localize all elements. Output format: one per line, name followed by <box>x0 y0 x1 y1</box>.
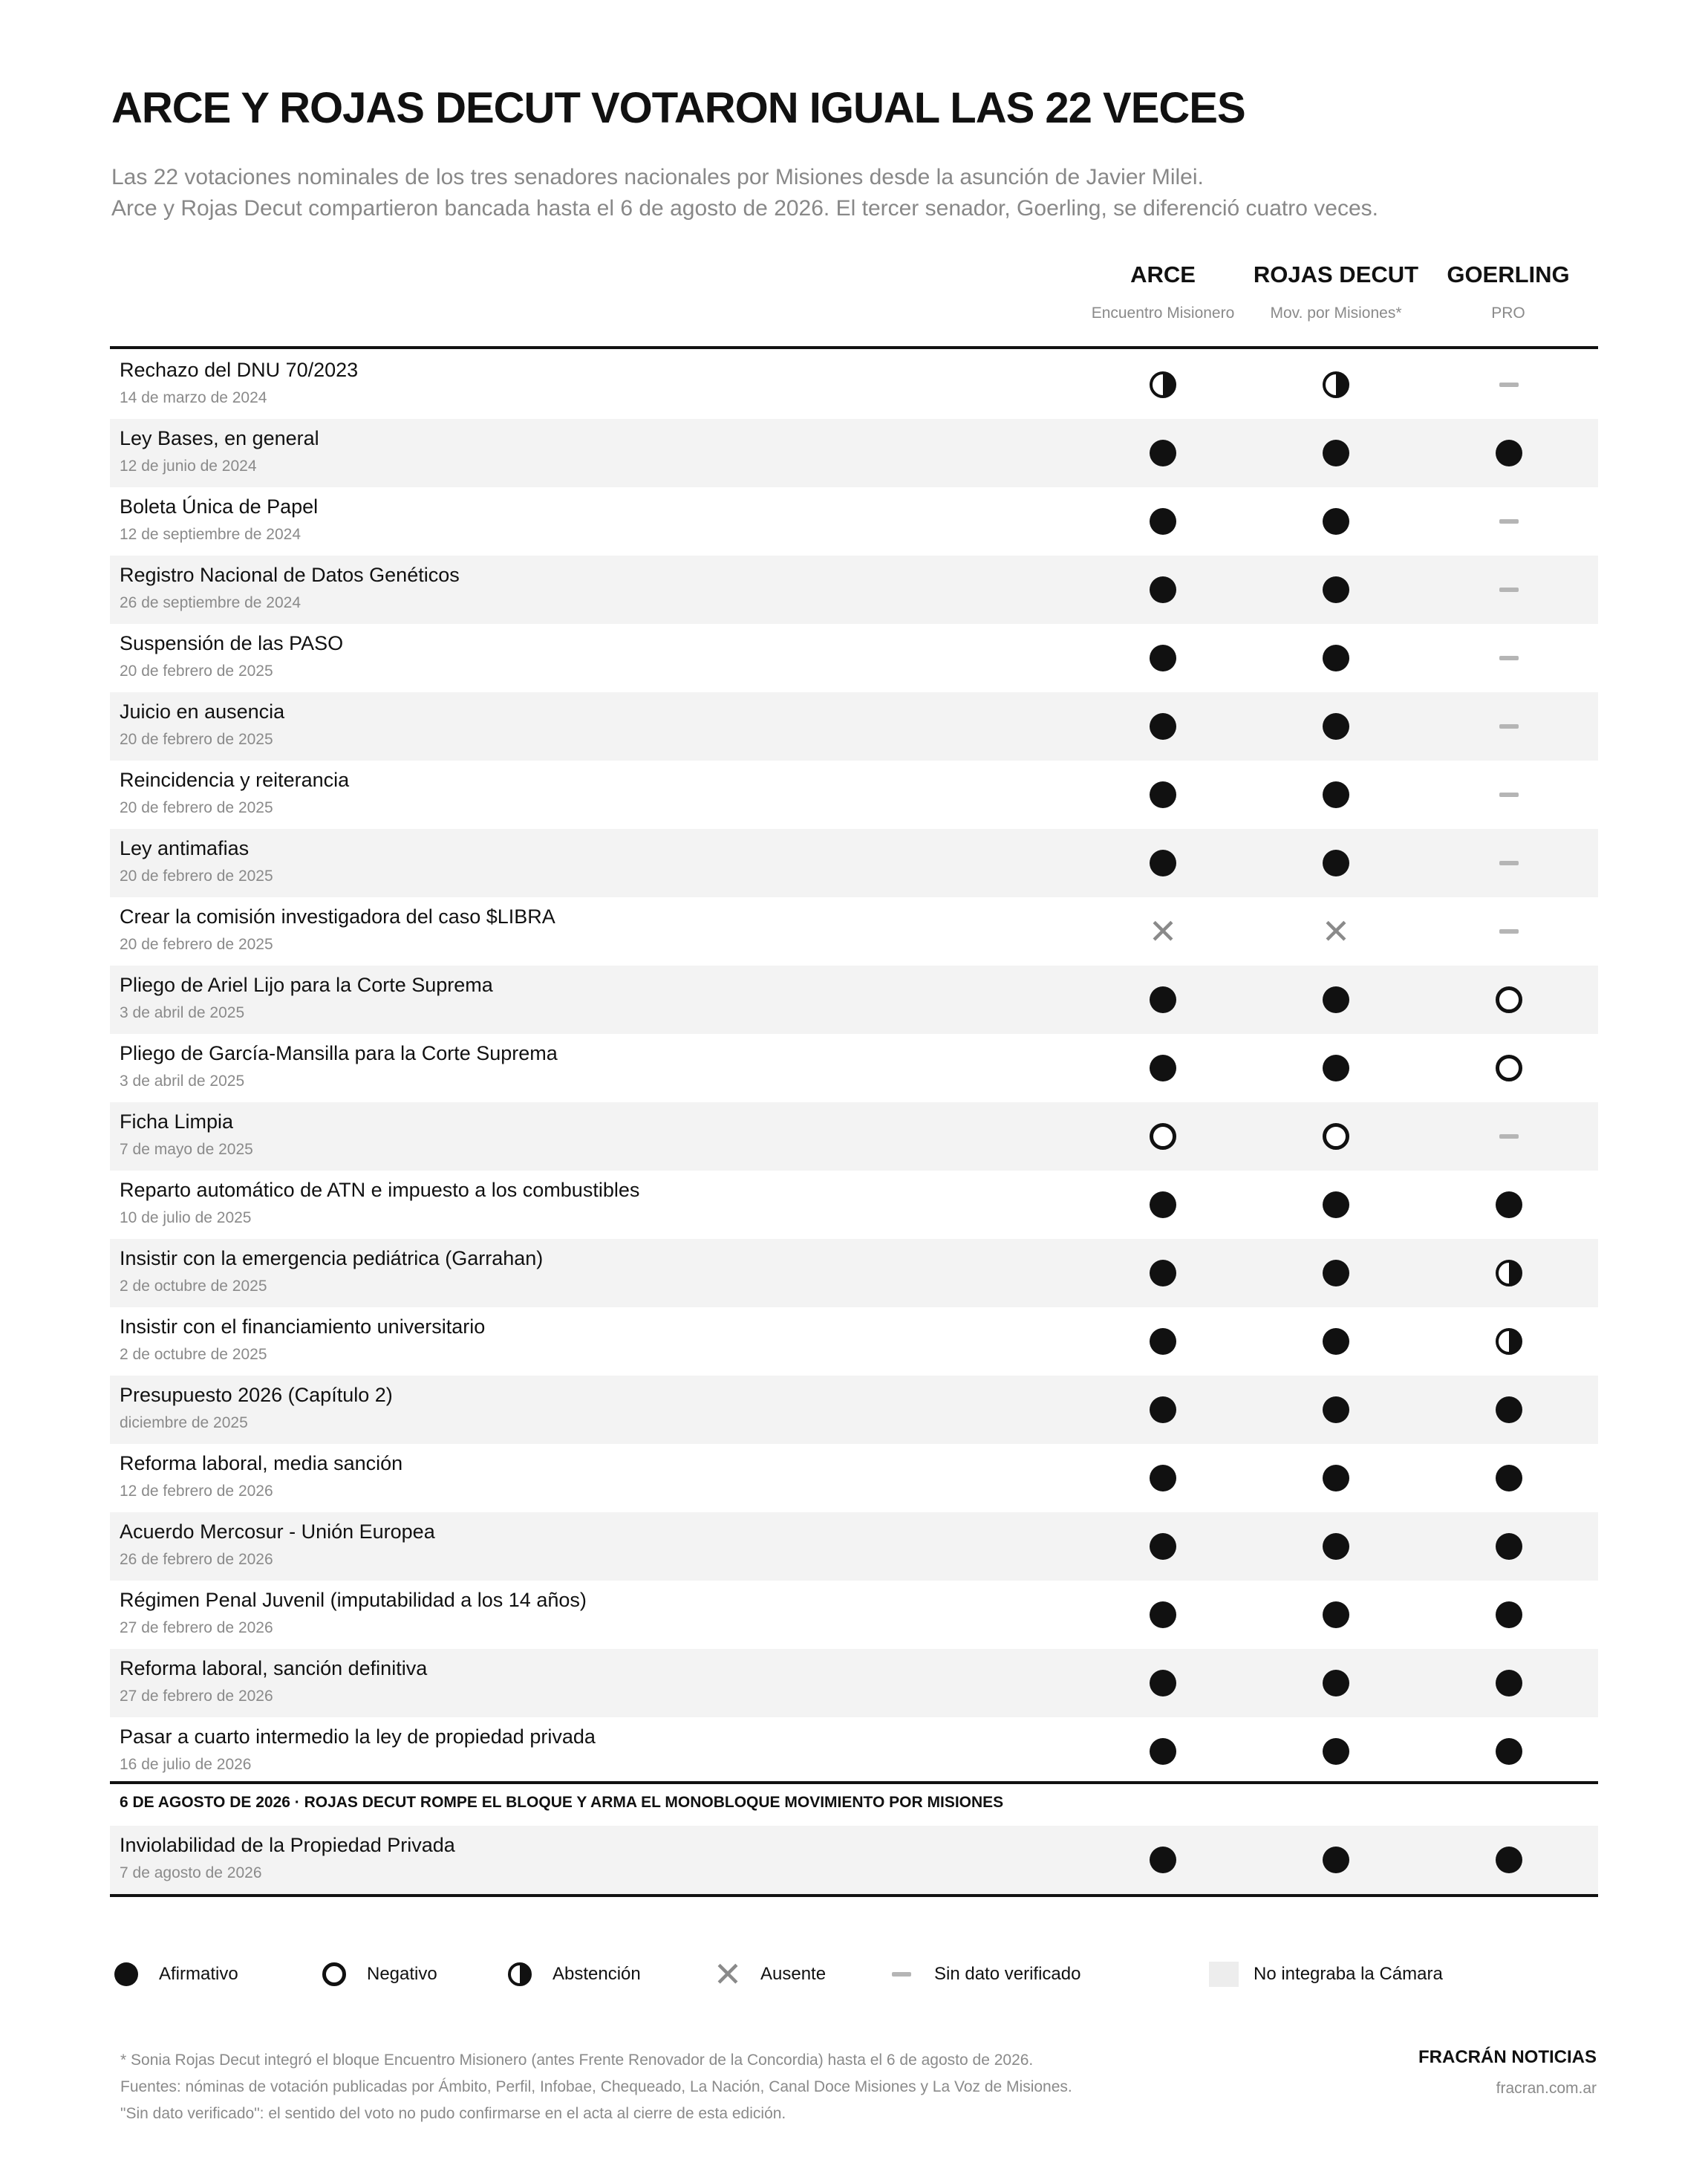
afirmativo-icon <box>1323 1847 1349 1873</box>
legend-item-sin-dato <box>888 1958 1080 1991</box>
vote-name: Inviolabilidad de la Propiedad Privada <box>120 1834 455 1856</box>
vote-name: Pasar a cuarto intermedio la ley de propiedad privada <box>120 1725 596 1748</box>
vote-date: 20 de febrero de 2025 <box>120 868 273 885</box>
afirmativo-icon <box>1323 1328 1349 1355</box>
table-row <box>110 897 1598 966</box>
table-row <box>110 1239 1598 1307</box>
column-header-rojas-decut <box>1247 261 1425 322</box>
afirmativo-icon <box>1323 440 1349 466</box>
afirmativo-icon <box>1496 1601 1522 1628</box>
vote-name: Reparto automático de ATN e impuesto a los combustibles <box>120 1179 640 1201</box>
vote-date: 12 de septiembre de 2024 <box>120 526 301 543</box>
footer-notes <box>120 2047 1072 2127</box>
vote-name: Boleta Única de Papel <box>120 495 319 518</box>
vote-date: 20 de febrero de 2025 <box>120 731 273 748</box>
afirmativo-icon <box>1150 508 1176 535</box>
afirmativo-icon <box>1150 440 1176 466</box>
column-header-goerling <box>1419 261 1597 322</box>
vote-name: Régimen Penal Juvenil (imputabilidad a los 14 años) <box>120 1589 587 1611</box>
dash-icon <box>1496 371 1522 398</box>
table-row <box>110 1102 1598 1171</box>
afirmativo-icon <box>1150 986 1176 1013</box>
vote-name: Presupuesto 2026 (Capítulo 2) <box>120 1384 393 1406</box>
table-row <box>110 1171 1598 1239</box>
column-header-arce <box>1074 261 1252 322</box>
table-row <box>110 829 1598 897</box>
vote-date: 27 de febrero de 2026 <box>120 1688 273 1705</box>
table-row <box>110 966 1598 1034</box>
vote-date: 2 de octubre de 2025 <box>120 1346 267 1363</box>
table-row <box>110 692 1598 761</box>
dash-icon <box>1496 918 1522 945</box>
legend-label: Ausente <box>760 1964 827 1984</box>
negativo-icon <box>1496 986 1522 1013</box>
afirmativo-icon <box>1496 1738 1522 1765</box>
vote-name: Juicio en ausencia <box>120 700 285 723</box>
vote-name: Ley Bases, en general <box>120 427 319 449</box>
vote-date: 26 de febrero de 2026 <box>120 1551 273 1568</box>
vote-date: 20 de febrero de 2025 <box>120 799 273 816</box>
afirmativo-icon <box>1496 1465 1522 1491</box>
vote-name: Rechazo del DNU 70/2023 <box>120 359 359 381</box>
vote-date: 3 de abril de 2025 <box>120 1004 245 1021</box>
vote-date: 7 de mayo de 2025 <box>120 1141 253 1158</box>
table-row <box>110 761 1598 829</box>
page-subtitle <box>111 162 1378 224</box>
dash-icon <box>888 1961 915 1988</box>
table-row <box>110 1444 1598 1512</box>
negativo-icon <box>1323 1123 1349 1150</box>
afirmativo-icon <box>1496 1191 1522 1218</box>
vote-date: 12 de febrero de 2026 <box>120 1483 273 1500</box>
vote-name: Suspensión de las PASO <box>120 632 344 654</box>
divider-rule <box>110 1781 1598 1784</box>
vote-name: Crear la comisión investigadora del caso $LIBRA <box>120 905 555 928</box>
afirmativo-icon <box>1496 1670 1522 1696</box>
table-row <box>110 624 1598 692</box>
table-row <box>110 1581 1598 1649</box>
vote-date: 27 de febrero de 2026 <box>120 1619 273 1636</box>
vote-date: 3 de abril de 2025 <box>120 1073 245 1090</box>
vote-name: Insistir con la emergencia pediátrica (Garrahan) <box>120 1247 544 1269</box>
table-bottom-rule <box>110 1894 1598 1897</box>
table-row <box>110 1307 1598 1376</box>
afirmativo-icon <box>113 1961 140 1988</box>
senator-party: PRO <box>1491 305 1525 322</box>
page-title: ARCE Y ROJAS DECUT VOTARON IGUAL LAS 22 VECES <box>111 84 1245 132</box>
senator-name: ROJAS DECUT <box>1253 261 1419 287</box>
legend-label: Sin dato verificado <box>934 1964 1081 1984</box>
dash-icon <box>1496 781 1522 808</box>
brand-block <box>1418 2047 1597 2098</box>
afirmativo-icon <box>1323 986 1349 1013</box>
afirmativo-icon <box>1323 1465 1349 1491</box>
vote-date: 20 de febrero de 2025 <box>120 663 273 680</box>
afirmativo-icon <box>1323 1601 1349 1628</box>
afirmativo-icon <box>1150 1260 1176 1286</box>
dash-icon <box>1496 508 1522 535</box>
afirmativo-icon <box>1150 645 1176 671</box>
vote-name: Reforma laboral, sanción definitiva <box>120 1657 428 1679</box>
legend-label: Negativo <box>367 1964 437 1984</box>
afirmativo-icon <box>1496 1396 1522 1423</box>
table-row <box>110 1649 1598 1717</box>
abstencion-icon <box>1323 371 1349 398</box>
afirmativo-icon <box>1323 1055 1349 1081</box>
afirmativo-icon <box>1496 1533 1522 1560</box>
vote-date: 26 de septiembre de 2024 <box>120 594 301 611</box>
footer-line: * Sonia Rojas Decut integró el bloque Encuentro Misionero (antes Frente Renovador de la Concordia) hasta el 6 de agosto de 2026. <box>120 2052 1034 2069</box>
vote-name: Ley antimafias <box>120 837 250 859</box>
afirmativo-icon <box>1150 1191 1176 1218</box>
dash-icon <box>1496 850 1522 876</box>
afirmativo-icon <box>1496 1847 1522 1873</box>
table-row <box>110 1376 1598 1444</box>
abstencion-icon <box>1496 1260 1522 1286</box>
afirmativo-icon <box>1150 1601 1176 1628</box>
table-top-rule <box>110 346 1598 349</box>
vote-date: 2 de octubre de 2025 <box>120 1278 267 1295</box>
abstencion-icon <box>506 1961 533 1988</box>
afirmativo-icon <box>1323 645 1349 671</box>
afirmativo-icon <box>1150 1670 1176 1696</box>
dash-icon <box>1496 576 1522 603</box>
vote-name: Insistir con el financiamiento universitario <box>120 1315 486 1338</box>
legend-item-negativo <box>321 1958 437 1991</box>
table-row <box>110 1512 1598 1581</box>
afirmativo-icon <box>1150 1465 1176 1491</box>
legend-label: No integraba la Cámara <box>1254 1964 1443 1984</box>
brand-name: FRACRÁN NOTICIAS <box>1418 2047 1597 2067</box>
dash-icon <box>1496 645 1522 671</box>
afirmativo-icon <box>1323 1396 1349 1423</box>
afirmativo-icon <box>1150 850 1176 876</box>
afirmativo-icon <box>1323 508 1349 535</box>
afirmativo-icon <box>1150 576 1176 603</box>
afirmativo-icon <box>1323 1670 1349 1696</box>
vote-date: 7 de agosto de 2026 <box>120 1864 262 1881</box>
legend <box>0 1955 1708 1994</box>
vote-name: Reincidencia y reiterancia <box>120 769 350 791</box>
brand-url: fracran.com.ar <box>1496 2080 1597 2097</box>
gray-box-icon <box>1209 1962 1239 1987</box>
afirmativo-icon <box>1150 781 1176 808</box>
afirmativo-icon <box>1323 1533 1349 1560</box>
negativo-icon <box>1496 1055 1522 1081</box>
legend-item-ausente <box>713 1955 827 1994</box>
senator-name: GOERLING <box>1447 261 1570 287</box>
footer-line: Fuentes: nóminas de votación publicadas por Ámbito, Perfil, Infobae, Chequeado, La Nación, Canal Doce Misiones y La Voz de Misiones. <box>120 2078 1072 2095</box>
afirmativo-icon <box>1150 1533 1176 1560</box>
legend-label: Afirmativo <box>159 1964 238 1984</box>
table-row <box>110 419 1598 487</box>
afirmativo-icon <box>1496 440 1522 466</box>
afirmativo-icon <box>1323 850 1349 876</box>
afirmativo-icon <box>1150 1396 1176 1423</box>
vote-name: Ficha Limpia <box>120 1110 234 1133</box>
footer-line: "Sin dato verificado": el sentido del voto no pudo confirmarse en el acta al cierre de esta edición. <box>120 2105 786 2122</box>
afirmativo-icon <box>1323 1191 1349 1218</box>
afirmativo-icon <box>1323 1738 1349 1765</box>
subtitle-line: Arce y Rojas Decut compartieron bancada hasta el 6 de agosto de 2026. El tercer senador, Goerling, se diferenció cuatro veces. <box>111 196 1378 221</box>
abstencion-icon <box>1150 371 1176 398</box>
vote-date: 12 de junio de 2024 <box>120 458 257 475</box>
vote-name: Pliego de Ariel Lijo para la Corte Suprema <box>120 974 493 996</box>
senator-name: ARCE <box>1130 261 1196 287</box>
dash-icon <box>1496 713 1522 740</box>
vote-date: 20 de febrero de 2025 <box>120 936 273 953</box>
ausente-icon: ✕ <box>713 1955 743 1994</box>
table-row <box>110 1034 1598 1102</box>
afirmativo-icon <box>1150 1328 1176 1355</box>
vote-date: 10 de julio de 2025 <box>120 1209 252 1226</box>
legend-label: Abstención <box>553 1964 641 1984</box>
ausente-icon: ✕ <box>1321 912 1351 951</box>
ausente-icon: ✕ <box>1148 912 1178 951</box>
vote-name: Pliego de García-Mansilla para la Corte Suprema <box>120 1042 558 1064</box>
afirmativo-icon <box>1323 781 1349 808</box>
afirmativo-icon <box>1150 1738 1176 1765</box>
table-row <box>110 1717 1598 1786</box>
negativo-icon <box>321 1961 348 1988</box>
vote-date: 14 de marzo de 2024 <box>120 389 267 406</box>
dash-icon <box>1496 1123 1522 1150</box>
senator-party: Encuentro Misionero <box>1091 305 1235 322</box>
vote-name: Reforma laboral, media sanción <box>120 1452 403 1474</box>
table-row <box>110 487 1598 556</box>
vote-name: Registro Nacional de Datos Genéticos <box>120 564 460 586</box>
vote-date: diciembre de 2025 <box>120 1414 248 1431</box>
legend-item-afirmativo <box>113 1958 238 1991</box>
table-row <box>110 556 1598 624</box>
vote-name: Acuerdo Mercosur - Unión Europea <box>120 1520 435 1543</box>
afirmativo-icon <box>1323 713 1349 740</box>
negativo-icon <box>1150 1123 1176 1150</box>
legend-item-no-integraba <box>1209 1958 1443 1991</box>
afirmativo-icon <box>1150 1055 1176 1081</box>
subtitle-line: Las 22 votaciones nominales de los tres senadores nacionales por Misiones desde la asunción de Javier Milei. <box>111 165 1204 189</box>
vote-date: 16 de julio de 2026 <box>120 1756 252 1773</box>
table-row <box>110 1826 1598 1894</box>
afirmativo-icon <box>1150 1847 1176 1873</box>
legend-item-abstencion <box>506 1958 641 1991</box>
afirmativo-icon <box>1150 713 1176 740</box>
senator-party: Mov. por Misiones* <box>1270 305 1402 322</box>
afirmativo-icon <box>1323 576 1349 603</box>
table-row <box>110 351 1598 419</box>
divider-note: 6 DE AGOSTO DE 2026 · ROJAS DECUT ROMPE EL BLOQUE Y ARMA EL MONOBLOQUE MOVIMIENTO POR MISIONES <box>120 1794 1004 1811</box>
abstencion-icon <box>1496 1328 1522 1355</box>
afirmativo-icon <box>1323 1260 1349 1286</box>
